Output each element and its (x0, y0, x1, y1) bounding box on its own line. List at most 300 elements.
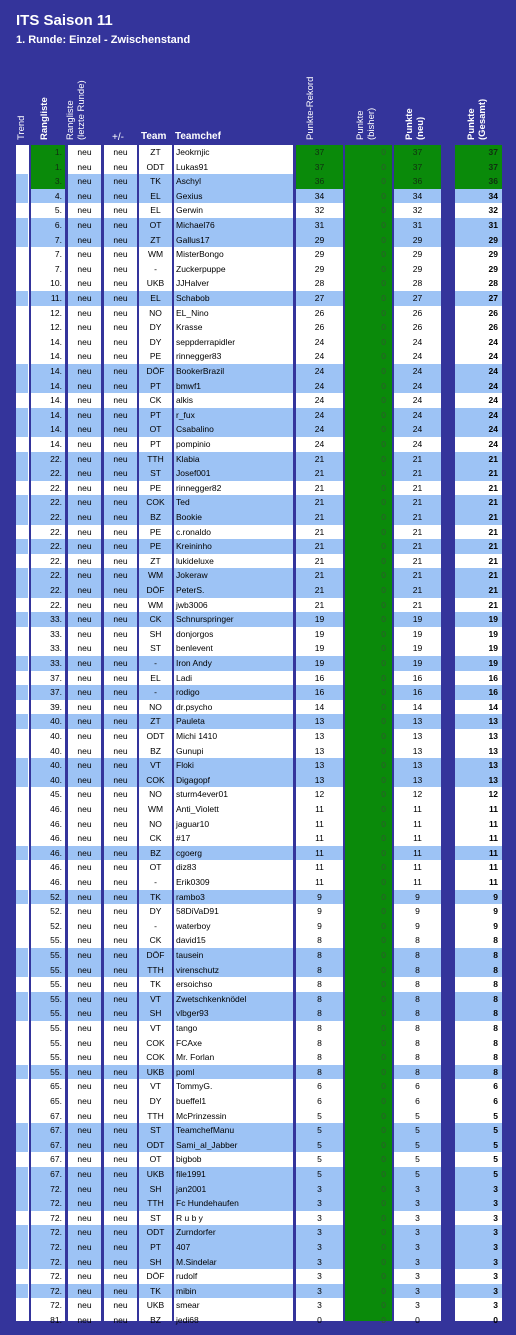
change-cell: neu (104, 510, 137, 525)
team-cell: EL (139, 291, 172, 306)
bisher-cell: 0 (381, 322, 386, 333)
table-row (0, 641, 516, 656)
last-rank-cell: neu (77, 701, 92, 712)
bisher-cell: 0 (381, 541, 386, 552)
neu-cell: 8 (394, 1065, 441, 1080)
rank-cell: 12. (50, 322, 62, 333)
gesamt-cell: 11 (489, 804, 498, 814)
table-row (0, 598, 516, 613)
header-neu-2: (neu) (415, 116, 426, 140)
rank-cell: 72. (31, 1225, 65, 1240)
team-cell: EL (139, 189, 172, 204)
last-rank-cell: neu (68, 408, 101, 423)
change-cell: neu (113, 161, 128, 172)
neu-cell: 24 (412, 351, 423, 362)
teamchef-cell: benlevent (176, 643, 213, 654)
change-cell: neu (113, 833, 128, 844)
rank-cell: 22. (31, 539, 65, 554)
teamchef-cell: Gunupi (176, 745, 204, 756)
gesamt-cell: 16 (455, 685, 502, 700)
rank-cell: 22. (31, 568, 65, 583)
bisher-cell: 0 (381, 1066, 386, 1077)
rekord-cell: 13 (296, 773, 343, 788)
table-row (0, 1094, 516, 1109)
gesamt-cell: 5 (455, 1138, 502, 1153)
neu-cell: 26 (412, 322, 423, 333)
table-row (0, 1225, 516, 1240)
last-rank-cell: neu (77, 906, 92, 917)
table-row (0, 349, 516, 364)
last-rank-cell: neu (68, 612, 101, 627)
team-cell: BZ (139, 846, 172, 861)
neu-cell: 21 (394, 568, 441, 583)
rank-cell: 40. (31, 714, 65, 729)
rekord-cell: 3 (296, 1284, 343, 1299)
trend-cell (16, 744, 28, 759)
rank-cell: 6. (31, 218, 65, 233)
neu-cell: 21 (394, 510, 441, 525)
change-cell: neu (113, 935, 128, 946)
team-cell: DY (149, 906, 162, 917)
team-cell: PT (150, 439, 161, 449)
rekord-cell: 11 (296, 846, 343, 861)
change-cell: neu (104, 379, 137, 394)
last-rank-cell: neu (77, 147, 92, 157)
team-cell: NO (149, 307, 162, 318)
gesamt-cell: 21 (455, 539, 502, 554)
change-cell: neu (104, 466, 137, 481)
team-cell: NO (149, 701, 162, 712)
change-cell: neu (104, 1240, 137, 1255)
bisher-cell: 0 (381, 687, 386, 698)
team-cell: SH (139, 1255, 172, 1270)
neu-cell: 8 (394, 1006, 441, 1021)
change-cell: neu (113, 555, 128, 566)
teamchef-cell: Erik0309 (176, 877, 210, 887)
team-cell: DÖF (139, 583, 172, 598)
rekord-cell: 8 (317, 1023, 322, 1033)
trend-cell (16, 1138, 28, 1153)
rank-cell: 72. (50, 1300, 62, 1311)
team-cell: ZT (139, 714, 172, 729)
gesamt-cell: 8 (493, 935, 498, 946)
gesamt-cell: 37 (455, 145, 502, 160)
teamchef-cell: bueffel1 (176, 1096, 207, 1106)
bisher-cell: 0 (381, 1008, 386, 1019)
rank-cell: 55. (31, 963, 65, 978)
bisher-cell: 0 (381, 220, 386, 230)
table-row (0, 773, 516, 788)
bisher-cell: 0 (381, 161, 386, 172)
rank-cell: 33. (31, 656, 65, 671)
neu-cell: 3 (394, 1225, 441, 1240)
last-rank-cell: neu (68, 685, 101, 700)
neu-cell: 21 (394, 539, 441, 554)
gesamt-cell: 12 (488, 789, 498, 800)
last-rank-cell: neu (68, 1138, 101, 1153)
neu-cell: 3 (394, 1255, 441, 1270)
trend-cell (16, 1313, 28, 1328)
neu-cell: 5 (415, 1154, 420, 1165)
trend-cell (16, 787, 28, 802)
team-cell: SH (139, 1006, 172, 1021)
rank-cell: 14. (31, 379, 65, 394)
change-cell: neu (113, 745, 128, 756)
change-cell: neu (113, 906, 128, 917)
gesamt-cell: 3 (493, 1300, 498, 1311)
teamchef-cell: sturm4ever01 (176, 789, 228, 800)
teamchef-cell: dr.psycho (176, 701, 213, 712)
table-row (0, 510, 516, 525)
rekord-cell: 21 (296, 539, 343, 554)
teamchef-cell: Ladi (176, 672, 193, 683)
rekord-cell: 32 (314, 205, 325, 216)
table-row (0, 364, 516, 379)
change-cell: neu (104, 963, 137, 978)
neu-cell: 6 (415, 1096, 420, 1106)
trend-cell (16, 641, 28, 656)
gesamt-cell: 29 (488, 249, 498, 260)
bisher-cell: 0 (381, 249, 386, 260)
teamchef-cell: file1991 (174, 1167, 293, 1182)
gesamt-cell: 8 (455, 948, 502, 963)
page-title: ITS Saison 11 (16, 12, 113, 29)
last-rank-cell: neu (68, 1196, 101, 1211)
rank-cell: 67. (50, 1154, 62, 1165)
change-cell: neu (113, 351, 128, 362)
rank-cell: 14. (50, 351, 62, 362)
neu-cell: 8 (415, 1052, 420, 1063)
rank-cell: 55. (50, 1037, 62, 1048)
teamchef-cell: Gerwin (176, 205, 203, 216)
neu-cell: 9 (415, 906, 420, 917)
rekord-cell: 21 (314, 526, 325, 537)
rank-cell: 22. (50, 526, 62, 537)
last-rank-cell: neu (68, 714, 101, 729)
teamchef-cell: ersoichso (176, 979, 213, 990)
trend-cell (16, 875, 28, 890)
teamchef-cell: Michi 1410 (176, 731, 218, 741)
bisher-cell: 0 (381, 643, 386, 654)
trend-cell (16, 203, 28, 218)
gesamt-cell: 6 (493, 1096, 498, 1106)
trend-cell (16, 1065, 28, 1080)
change-cell: neu (113, 322, 128, 333)
bisher-cell: 0 (381, 1110, 386, 1121)
gesamt-cell: 21 (455, 583, 502, 598)
table-row (0, 904, 516, 919)
team-cell: COK (146, 1052, 165, 1063)
teamchef-cell: mibin (174, 1284, 293, 1299)
table-row (0, 890, 516, 905)
rekord-cell: 0 (317, 1315, 322, 1325)
table-row (0, 379, 516, 394)
rekord-cell: 5 (296, 1167, 343, 1182)
gesamt-cell: 21 (455, 510, 502, 525)
gesamt-cell: 21 (488, 482, 498, 493)
rekord-cell: 8 (317, 935, 322, 946)
team-cell: ZT (139, 233, 172, 248)
rekord-cell: 14 (314, 701, 325, 712)
teamchef-cell: McPrinzessin (176, 1110, 227, 1121)
table-row (0, 262, 516, 277)
rekord-cell: 8 (296, 948, 343, 963)
last-rank-cell: neu (68, 422, 101, 437)
table-row (0, 875, 516, 890)
bisher-cell: 0 (381, 293, 386, 303)
teamchef-cell: Kreininho (174, 539, 293, 554)
rekord-cell: 36 (296, 174, 343, 189)
bisher-cell: 0 (381, 833, 386, 844)
neu-cell: 24 (394, 422, 441, 437)
bisher-cell: 0 (381, 1154, 386, 1165)
last-rank-cell: neu (77, 526, 92, 537)
team-cell: COK (146, 1037, 165, 1048)
gesamt-cell: 24 (455, 408, 502, 423)
neu-cell: 8 (415, 979, 420, 990)
trend-cell (16, 1255, 28, 1270)
team-cell: PT (139, 408, 172, 423)
bisher-cell: 0 (381, 1183, 386, 1194)
rank-cell: 40. (31, 758, 65, 773)
rekord-cell: 21 (296, 568, 343, 583)
rank-cell: 72. (31, 1284, 65, 1299)
bisher-cell: 0 (381, 1037, 386, 1048)
header-rangliste-last-1: Rangliste (65, 100, 76, 140)
table-row (0, 495, 516, 510)
neu-cell: 9 (394, 890, 441, 905)
rank-cell: 39. (50, 701, 62, 712)
neu-cell: 26 (412, 307, 423, 318)
last-rank-cell: neu (68, 1006, 101, 1021)
gesamt-cell: 3 (455, 1240, 502, 1255)
gesamt-cell: 11 (489, 877, 498, 887)
bisher-cell: 0 (381, 176, 386, 187)
rekord-cell: 24 (296, 379, 343, 394)
trend-cell (16, 554, 28, 569)
change-cell: neu (104, 1167, 137, 1182)
last-rank-cell: neu (68, 773, 101, 788)
rank-cell: 33. (31, 612, 65, 627)
trend-cell (16, 671, 28, 686)
change-cell: neu (104, 773, 137, 788)
neu-cell: 19 (394, 656, 441, 671)
bisher-cell: 0 (381, 745, 386, 756)
table-row (0, 977, 516, 992)
trend-cell (16, 408, 28, 423)
rekord-cell: 21 (314, 555, 325, 566)
change-cell: neu (104, 452, 137, 467)
last-rank-cell: neu (77, 1315, 92, 1325)
rekord-cell: 3 (317, 1212, 322, 1223)
rekord-cell: 13 (296, 714, 343, 729)
team-cell: COK (139, 773, 172, 788)
header-neu-1: Punkte (404, 108, 415, 140)
table-row (0, 831, 516, 846)
team-cell: DY (149, 1096, 162, 1106)
teamchef-cell: pompinio (176, 439, 211, 449)
bisher-cell: 0 (381, 862, 386, 873)
team-cell: WM (147, 599, 164, 610)
gesamt-cell: 24 (455, 379, 502, 394)
team-cell: ODT (139, 1225, 172, 1240)
rekord-cell: 3 (296, 1225, 343, 1240)
rank-cell: 11. (31, 291, 65, 306)
change-cell: neu (104, 408, 137, 423)
bisher-cell: 0 (381, 847, 386, 858)
change-cell: neu (104, 1065, 137, 1080)
rekord-cell: 13 (314, 745, 325, 756)
last-rank-cell: neu (77, 672, 92, 683)
header-rangliste: Rangliste (39, 97, 50, 140)
rank-cell: 37. (50, 672, 62, 683)
rekord-cell: 16 (314, 672, 325, 683)
rank-cell: 33. (50, 643, 62, 654)
team-cell: SH (149, 628, 162, 639)
bisher-cell: 0 (381, 950, 386, 960)
change-cell: neu (104, 1123, 137, 1138)
rank-cell: 55. (50, 979, 62, 990)
change-cell: neu (113, 249, 128, 260)
rank-cell: 72. (50, 1271, 62, 1282)
teamchef-cell: vlbger93 (174, 1006, 293, 1021)
last-rank-cell: neu (68, 495, 101, 510)
team-cell: CK (149, 395, 162, 406)
change-cell: neu (104, 218, 137, 233)
teamchef-cell: PeterS. (174, 583, 293, 598)
teamchef-cell: Bookie (174, 510, 293, 525)
last-rank-cell: neu (68, 379, 101, 394)
rekord-cell: 16 (296, 685, 343, 700)
last-rank-cell: neu (77, 1037, 92, 1048)
last-rank-cell: neu (68, 539, 101, 554)
trend-cell (16, 729, 28, 744)
trend-cell (16, 700, 28, 715)
rank-cell: 46. (31, 846, 65, 861)
rekord-cell: 3 (296, 1182, 343, 1197)
bisher-cell: 0 (381, 497, 386, 508)
last-rank-cell: neu (68, 1182, 101, 1197)
change-cell: neu (104, 1006, 137, 1021)
teamchef-cell: tango (176, 1023, 198, 1033)
trend-cell (16, 831, 28, 846)
teamchef-cell: poml (174, 1065, 293, 1080)
gesamt-cell: 21 (488, 555, 498, 566)
neu-cell: 5 (415, 1110, 420, 1121)
rekord-cell: 8 (317, 979, 322, 990)
change-cell: neu (113, 439, 128, 449)
bisher-cell: 0 (381, 891, 386, 902)
bisher-cell: 0 (381, 599, 386, 610)
team-cell: PE (139, 539, 172, 554)
rank-cell: 22. (50, 482, 62, 493)
change-cell: neu (113, 1096, 128, 1106)
change-cell: neu (113, 643, 128, 654)
neu-cell: 11 (413, 877, 422, 887)
table-row (0, 335, 516, 350)
teamchef-cell: lukideluxe (176, 555, 214, 566)
team-cell: NO (149, 789, 162, 800)
change-cell: neu (113, 1300, 128, 1311)
rank-cell: 46. (50, 877, 62, 887)
teamchef-cell: MisterBongo (176, 249, 224, 260)
rekord-cell: 11 (315, 833, 324, 844)
neu-cell: 27 (394, 291, 441, 306)
bisher-cell: 0 (381, 263, 386, 274)
teamchef-cell: Klabia (174, 452, 293, 467)
rekord-cell: 6 (317, 1081, 322, 1092)
table-row (0, 568, 516, 583)
bisher-cell: 0 (381, 935, 386, 946)
team-cell: DY (149, 336, 162, 347)
gesamt-cell: 28 (488, 278, 498, 289)
teamchef-cell: rambo3 (174, 890, 293, 905)
team-cell: ODT (139, 1138, 172, 1153)
gesamt-cell: 3 (493, 1212, 498, 1223)
rekord-cell: 3 (317, 1271, 322, 1282)
bisher-cell: 0 (381, 672, 386, 683)
last-rank-cell: neu (77, 877, 92, 887)
change-cell: neu (113, 278, 128, 289)
last-rank-cell: neu (77, 1081, 92, 1092)
last-rank-cell: neu (68, 758, 101, 773)
gesamt-cell: 19 (488, 628, 498, 639)
teamchef-cell: Gallus17 (174, 233, 293, 248)
neu-cell: 11 (413, 818, 422, 829)
bisher-cell: 0 (381, 818, 386, 829)
last-rank-cell: neu (77, 731, 92, 741)
rank-cell: 67. (50, 1110, 62, 1121)
teamchef-cell: Pauleta (174, 714, 293, 729)
team-cell: - (154, 920, 157, 931)
bisher-cell: 0 (381, 614, 386, 625)
teamchef-cell: Ted (174, 495, 293, 510)
gesamt-cell: 5 (455, 1167, 502, 1182)
team-cell: CK (139, 612, 172, 627)
neu-cell: 32 (412, 205, 423, 216)
change-cell: neu (104, 568, 137, 583)
header-gesamt-2: (Gesamt) (477, 98, 488, 140)
last-rank-cell: neu (68, 233, 101, 248)
change-cell: neu (104, 656, 137, 671)
rekord-cell: 31 (296, 218, 343, 233)
trend-cell (16, 1021, 28, 1036)
rekord-cell: 13 (296, 758, 343, 773)
rekord-cell: 8 (317, 1052, 322, 1063)
neu-cell: 29 (394, 233, 441, 248)
table-row (0, 919, 516, 934)
header-plusminus: +/- (112, 132, 124, 143)
neu-cell: 3 (394, 1196, 441, 1211)
bisher-cell: 0 (381, 409, 386, 420)
table-row (0, 1269, 516, 1284)
last-rank-cell: neu (77, 482, 92, 493)
neu-cell: 21 (412, 526, 423, 537)
table-row (0, 1152, 516, 1167)
teamchef-cell: 58DiVaD91 (176, 906, 219, 917)
rekord-cell: 5 (296, 1138, 343, 1153)
last-rank-cell: neu (77, 979, 92, 990)
bisher-cell: 0 (381, 1096, 386, 1106)
rekord-cell: 8 (317, 1037, 322, 1048)
rank-cell: 52. (50, 906, 62, 917)
team-cell: EL (150, 672, 161, 683)
neu-cell: 12 (412, 789, 423, 800)
gesamt-cell: 31 (455, 218, 502, 233)
team-cell: TTH (139, 452, 172, 467)
team-cell: ODT (146, 161, 165, 172)
change-cell: neu (104, 174, 137, 189)
